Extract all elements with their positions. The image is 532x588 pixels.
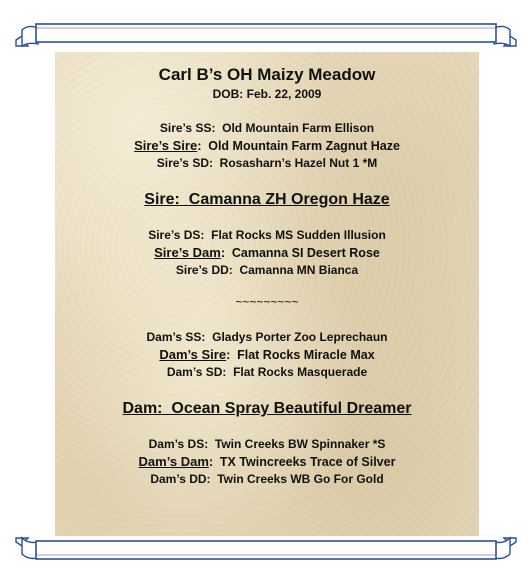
sires-sire-value: Old Mountain Farm Zagnut Haze bbox=[208, 139, 400, 153]
dams-sire-label: Dam’s Sire bbox=[159, 347, 227, 362]
sires-sd-row bbox=[55, 155, 479, 171]
dams-ss-row bbox=[55, 329, 479, 345]
sires-dd-label: Sire’s DD: bbox=[175, 263, 233, 277]
dams-dd-row bbox=[55, 471, 479, 487]
sires-ds-value: Flat Rocks MS Sudden Illusion bbox=[211, 228, 386, 242]
bottom-ribbon-banner bbox=[14, 536, 518, 564]
tilde-divider: ~~~~~~~~~ bbox=[235, 295, 299, 309]
dams-dd-value: Twin Creeks WB Go For Gold bbox=[217, 472, 384, 486]
dam-row bbox=[55, 399, 479, 419]
dams-sd-value: Flat Rocks Masquerade bbox=[233, 365, 368, 379]
sires-dd-value: Camanna MN Bianca bbox=[239, 263, 359, 277]
dams-sd-label: Dam’s SD: bbox=[166, 365, 227, 379]
sires-dam-label: Sire’s Dam bbox=[154, 245, 221, 260]
dam-value: Ocean Spray Beautiful Dreamer bbox=[171, 400, 412, 417]
top-ribbon-banner bbox=[14, 20, 518, 48]
sires-dd-row bbox=[55, 262, 479, 278]
sire-value: Camanna ZH Oregon Haze bbox=[188, 191, 390, 208]
dams-sd-row bbox=[55, 364, 479, 380]
dams-sire-row: Dam’s Sire: Flat Rocks Miracle Max bbox=[159, 347, 375, 362]
dams-dd-label: Dam’s DD: bbox=[150, 472, 211, 486]
sires-dam-value: Camanna SI Desert Rose bbox=[231, 246, 380, 260]
dams-dam-value: TX Twincreeks Trace of Silver bbox=[219, 455, 396, 469]
sires-ss-label: Sire’s SS: bbox=[159, 121, 216, 135]
dams-ds-value: Twin Creeks BW Spinnaker *S bbox=[214, 437, 386, 451]
dams-dam-label: Dam’s Dam bbox=[138, 454, 209, 469]
sires-sd-value: Rosasharn’s Hazel Nut 1 *M bbox=[219, 156, 378, 170]
dog-name-title: Carl B’s OH Maizy Meadow bbox=[158, 65, 376, 84]
sires-ds-label: Sire’s DS: bbox=[148, 228, 205, 242]
dams-sire-value: Flat Rocks Miracle Max bbox=[237, 348, 375, 362]
dams-dam-row: Dam’s Dam: TX Twincreeks Trace of Silver bbox=[138, 454, 396, 469]
dams-ds-label: Dam’s DS: bbox=[148, 437, 209, 451]
dams-ds-row bbox=[55, 436, 479, 452]
sires-ds-row bbox=[55, 227, 479, 243]
sire-label: Sire: bbox=[144, 191, 180, 208]
dams-ss-value: Gladys Porter Zoo Leprechaun bbox=[212, 330, 388, 344]
parchment-panel bbox=[55, 52, 479, 536]
sires-ss-value: Old Mountain Farm Ellison bbox=[222, 121, 375, 135]
dam-label: Dam: bbox=[122, 400, 163, 417]
sire-row bbox=[55, 190, 479, 210]
sires-sire-row: Sire’s Sire: Old Mountain Farm Zagnut Haze bbox=[134, 138, 400, 153]
sires-ss-row bbox=[55, 120, 479, 136]
date-of-birth: DOB: Feb. 22, 2009 bbox=[212, 87, 322, 101]
sires-dam-row: Sire’s Dam: Camanna SI Desert Rose bbox=[154, 245, 380, 260]
sires-sd-label: Sire’s SD: bbox=[156, 156, 213, 170]
dams-ss-label: Dam’s SS: bbox=[146, 330, 206, 344]
sires-sire-label: Sire’s Sire bbox=[134, 138, 198, 153]
